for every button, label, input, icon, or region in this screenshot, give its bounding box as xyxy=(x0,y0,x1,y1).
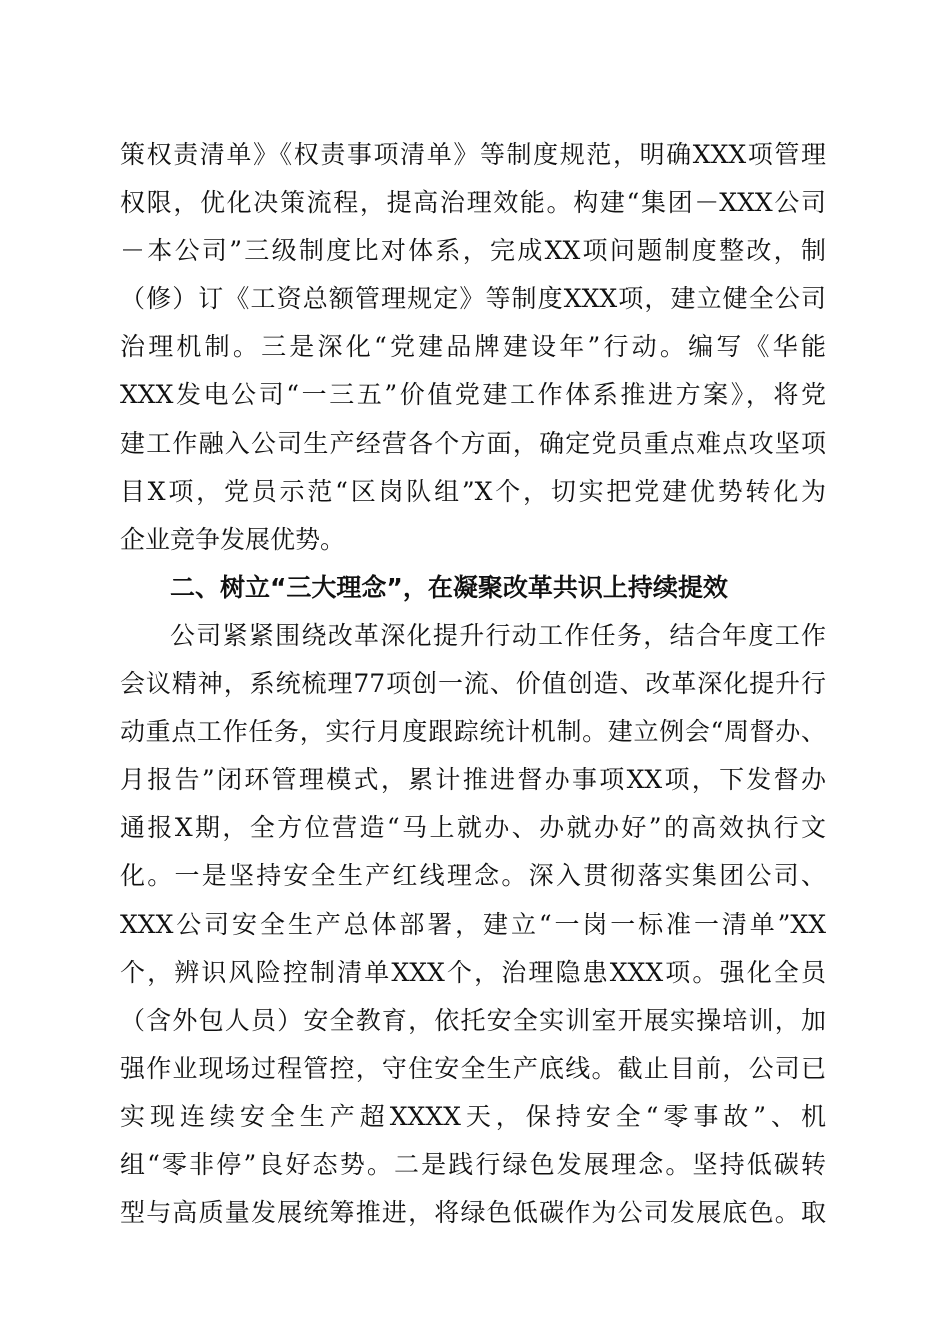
text-line: 会议精神，系统梳理77项创一流、价值创造、改革深化提升行 xyxy=(120,669,826,699)
text-line: 通报X期，全方位营造“马上就办、办就办好”的高效执行文 xyxy=(120,813,826,843)
text-line: 治理机制。三是深化“党建品牌建设年”行动。编写《华能 xyxy=(120,332,826,362)
text-line: （修）订《工资总额管理规定》等制度XXX项，建立健全公司 xyxy=(120,284,826,314)
text-line: 动重点工作任务，实行月度跟踪统计机制。建立例会“周督办、 xyxy=(120,717,826,747)
text-line: 型与高质量发展统筹推进，将绿色低碳作为公司发展底色。取 xyxy=(120,1198,826,1228)
text-line: 个，辨识风险控制清单XXX个，治理隐患XXX项。强化全员 xyxy=(120,957,826,987)
text-line: 实现连续安全生产超XXXX天，保持安全“零事故”、机 xyxy=(120,1101,826,1131)
text-line: 组“零非停”良好态势。二是践行绿色发展理念。坚持低碳转 xyxy=(120,1149,826,1179)
text-line: 权限，优化决策流程，提高治理效能。构建“集团－XXX公司 xyxy=(120,188,826,218)
text-line: 公司紧紧围绕改革深化提升行动工作任务，结合年度工作 xyxy=(170,620,826,650)
paragraph-1 xyxy=(120,131,826,564)
text-line: XXX发电公司“一三五”价值党建工作体系推进方案》，将党 xyxy=(120,380,826,410)
text-line: 建工作融入公司生产经营各个方面，确定党员重点难点攻坚项 xyxy=(120,428,826,458)
text-line: 企业竞争发展优势。 xyxy=(120,524,346,554)
section-heading: 二、树立“三大理念”，在凝聚改革共识上持续提效 xyxy=(170,572,728,602)
text-line: －本公司”三级制度比对体系，完成XX项问题制度整改，制 xyxy=(120,236,826,266)
text-line: 策权责清单》《权责事项清单》等制度规范，明确XXX项管理 xyxy=(120,140,826,169)
text-line: XXX公司安全生产总体部署，建立“一岗一标准一清单”XX xyxy=(120,909,826,939)
body-text xyxy=(120,131,826,1237)
text-line: 化。一是坚持安全生产红线理念。深入贯彻落实集团公司、 xyxy=(120,861,826,891)
text-line: 强作业现场过程管控，守住安全生产底线。截止目前，公司已 xyxy=(120,1053,826,1083)
text-line: （含外包人员）安全教育，依托安全实训室开展实操培训，加 xyxy=(120,1005,826,1035)
paragraph-2 xyxy=(120,612,826,1237)
text-line: 目X项，党员示范“区岗队组”X个，切实把党建优势转化为 xyxy=(120,476,826,506)
text-line: 月报告”闭环管理模式，累计推进督办事项XX项，下发督办 xyxy=(120,765,826,795)
